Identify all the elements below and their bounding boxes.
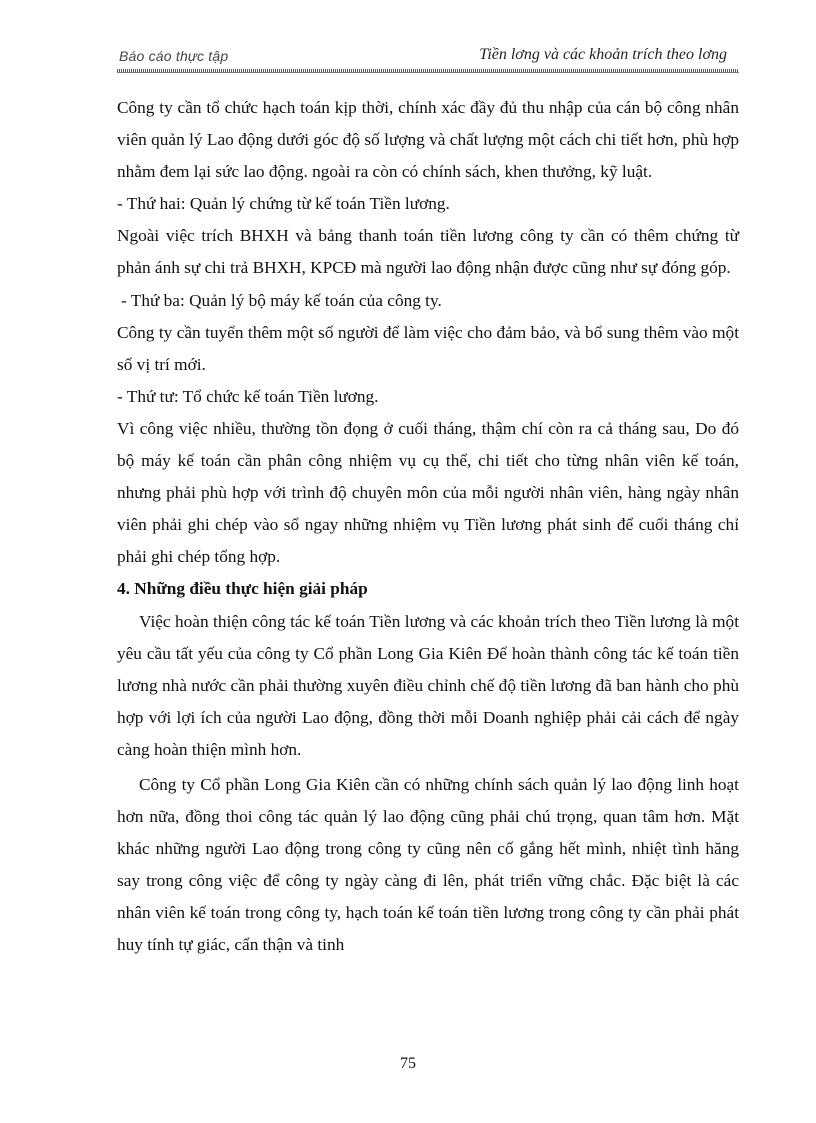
paragraph-chung-tu: Ngoài việc trích BHXH và bảng thanh toán tiền lương công ty cần có thêm chứng từ phản ánh sự chi trả BHXH, KPCĐ mà người lao động nhận được cũng như sự đóng góp. bbox=[117, 226, 739, 278]
paragraph-bo-may: Công ty cần tuyển thêm một số người để làm việc cho đảm bảo, và bổ sung thêm vào một số vị trí mới. bbox=[117, 322, 739, 374]
paragraph-intro: Công ty cần tổ chức hạch toán kịp thời, chính xác đầy đủ thu nhập của cán bộ công nhân viên quản lý Lao động dưới góc độ số lượng và chất lượng một cách chi tiết hơn, phù hợp nhằm đem lại sức lao động. ngoài ra còn có chính sách, khen thưởng, kỹ luật. bbox=[117, 98, 739, 182]
item-thu-ba: - Thứ ba: Quản lý bộ máy kế toán của công ty. bbox=[121, 290, 442, 310]
header-divider bbox=[117, 69, 739, 73]
item-thu-hai: - Thứ hai: Quản lý chứng từ kế toán Tiền lương. bbox=[117, 194, 450, 214]
page-header bbox=[117, 48, 739, 70]
paragraph-hoan-thien: Việc hoàn thiện công tác kế toán Tiền lương và các khoản trích theo Tiền lương là một yêu cầu tất yếu của công ty Cổ phần Long Gia Kiên Để hoàn thành công tác kế toán tiền lương nhà nước cần phải thường xuyên điều chỉnh chế độ tiền lương đã ban hành cho phù hợp với lợi ích của người Lao động, đồng thời mỗi Doanh nghiệp phải cải cách để ngày càng hoàn thiện mình hơn. bbox=[117, 611, 739, 759]
paragraph-chinh-sach: Công ty Cổ phần Long Gia Kiên cần có những chính sách quản lý lao động linh hoạt hơn nữa, đồng thoi công tác quản lý lao động cũng phải chú trọng, quan tâm hơn. Mặt khác những người Lao động trong công ty cũng nên cố gắng hết mình, nhiệt tình hăng say trong công việc để công ty ngày càng đi lên, phát triển vững chắc. Đặc biệt là các nhân viên kế toán trong công ty, hạch toán kế toán tiền lương trong công ty cần phải phát huy tính tự giác, cẩn thận và tinh bbox=[117, 774, 739, 955]
page-number: 75 bbox=[400, 1055, 416, 1072]
item-thu-tu: - Thứ tư: Tổ chức kế toán Tiền lương. bbox=[117, 386, 379, 406]
document-body bbox=[117, 92, 739, 962]
section-heading: 4. Những điều thực hiện giải pháp bbox=[117, 579, 368, 599]
header-left-title: Báo cáo thực tập bbox=[119, 48, 229, 64]
paragraph-to-chuc: Vì công việc nhiều, thường tồn đọng ở cuối tháng, thậm chí còn ra cả tháng sau, Do đó bộ máy kế toán cần phân công nhiệm vụ cụ thể, chi tiết cho từng nhân viên kế toán, nhưng phải phù hợp với trình độ chuyên môn của mỗi người nhân viên, hàng ngày nhân viên phải ghi chép vào sổ ngay những nhiệm vụ Tiền lương phát sinh để cuối tháng chỉ phải ghi chép tổng hợp. bbox=[117, 418, 739, 567]
header-right-title: Tiền lơng và các khoản trích theo lơng bbox=[479, 46, 727, 63]
